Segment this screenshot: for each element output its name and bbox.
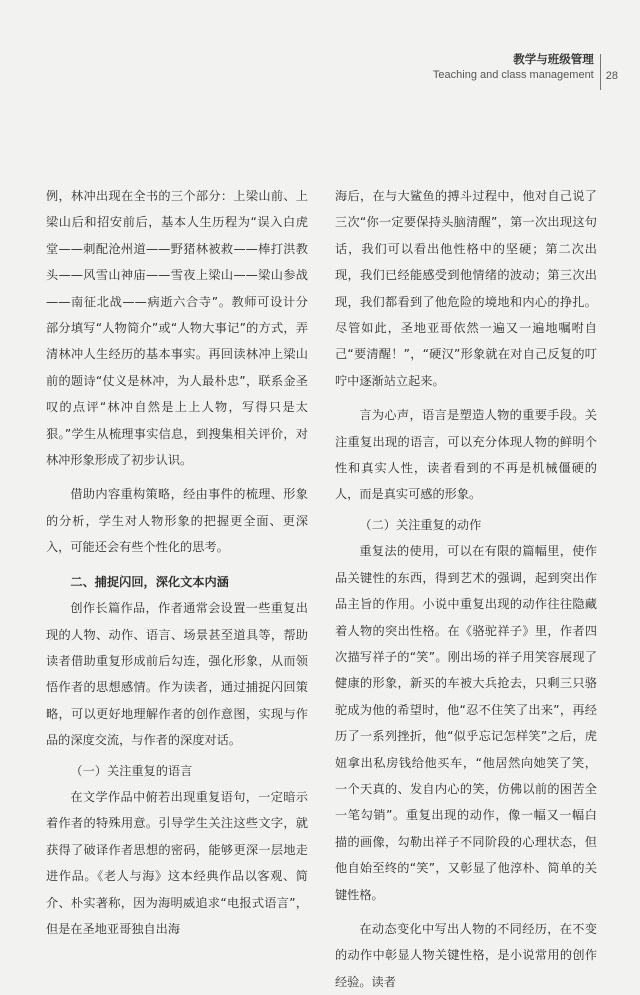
- paragraph: 在文学作品中俯若出现重复语句，一定暗示着作者的特殊用意。引导学生关注这些文字，就获得了破译作者思想的密码，能够更深一层地走进作品。《老人与海》这本经典作品以客观、简介、朴实著称，因为海明威追求“电报式语言”，但是在圣地亚哥独自出海: [46, 789, 308, 936]
- section-heading: 二、捕捉闪回，深化文本内涵: [70, 574, 229, 589]
- paragraph: 借助内容重构策略，经由事件的梳理、形象的分析，学生对人物形象的把握更全面、更深入，可能还会有些个性化的思考。: [46, 487, 308, 555]
- paragraph: 例，林冲出现在全书的三个部分：上梁山前、上梁山后和招安前后，基本人生历程为“误入白虎堂——刺配沧州道——野猪林被救——棒打洪教头——风雪山神庙——雪夜上梁山——梁山参战——南征北战——病逝六合寺”。教师可设计分部分填写“人物简介”或“人物大事记”的方式，弄清林冲人生经历的基本事实。再回读林冲上梁山前的题诗“仗义是林冲，为人最朴忠”，联系金圣叹的点评“林冲自然是上上人物，写得只是太狠。”学生从梳理事实信息，到搜集相关评价，对林冲形象形成了初步认识。: [46, 189, 308, 468]
- left-column: [46, 183, 308, 942]
- page-number: 28: [605, 70, 618, 82]
- section-title-cn: 教学与班级管理: [513, 52, 594, 66]
- right-column: [335, 183, 597, 995]
- subsection-heading: （二）关注重复的动作: [359, 517, 482, 532]
- section-title-en: Teaching and class management: [432, 69, 594, 81]
- subsection-heading: （一）关注重复的语言: [70, 763, 193, 778]
- page-header: [433, 52, 618, 90]
- header-titles: [433, 52, 600, 83]
- paragraph: 重复法的使用，可以在有限的篇幅里，使作品关键性的东西，得到艺术的强调，起到突出作品主旨的作用。小说中重复出现的动作往往隐藏着人物的突出性格。在《骆驼祥子》里，作者四次描写祥子的“笑”。刚出场的祥子用笑容展现了健康的形象，新买的车被大兵抢去，只剩三只骆驼成为他的希望时，他“忍不住笑了出来”，再经历了一系列挫折，他“似乎忘记怎样笑”之后，虎妞拿出私房钱给他买车，“他居然向她笑了笑，一个天真的、发自内心的笑，仿佛以前的困苦全一笔勾销”。重复出现的动作，像一幅又一幅白描的画像，勾勒出祥子不同阶段的心理状态，但他自始至终的“笑”，又彰显了他淳朴、简单的关键性格。: [335, 544, 597, 902]
- paragraph: 言为心声，语言是塑造人物的重要手段。关注重复出现的语言，可以充分体现人物的鲜明个性和真实人性，读者看到的不再是机械僵硬的人，而是真实可感的形象。: [335, 408, 597, 502]
- paragraph: 创作长篇作品，作者通常会设置一些重复出现的人物、动作、语言、场景甚至道具等，帮助读者借助重复形成前后勾连，强化形象，从而领悟作者的思想感情。作为读者，通过捕捉闪回策略，可以更好地理解作者的创作意图，实现与作品的深度交流，与作者的深度对话。: [46, 601, 308, 748]
- paragraph: 在动态变化中写出人物的不同经历，在不变的动作中彰显人物关键性格，是小说常用的创作经验。读者: [335, 921, 597, 989]
- paragraph: 海后，在与大鲨鱼的搏斗过程中，他对自己说了三次“你一定要保持头脑清醒”，第一次出现这句话，我们可以看出他性格中的坚硬；第二次出现，我们已经能感受到他情绪的波动；第三次出现，我们都看到了他危险的境地和内心的挣扎。尽管如此，圣地亚哥依然一遍又一遍地嘱咐自己“要清醒！”，“硬汉”形象就在对自己反复的叮咛中逐渐站立起来。: [335, 189, 597, 388]
